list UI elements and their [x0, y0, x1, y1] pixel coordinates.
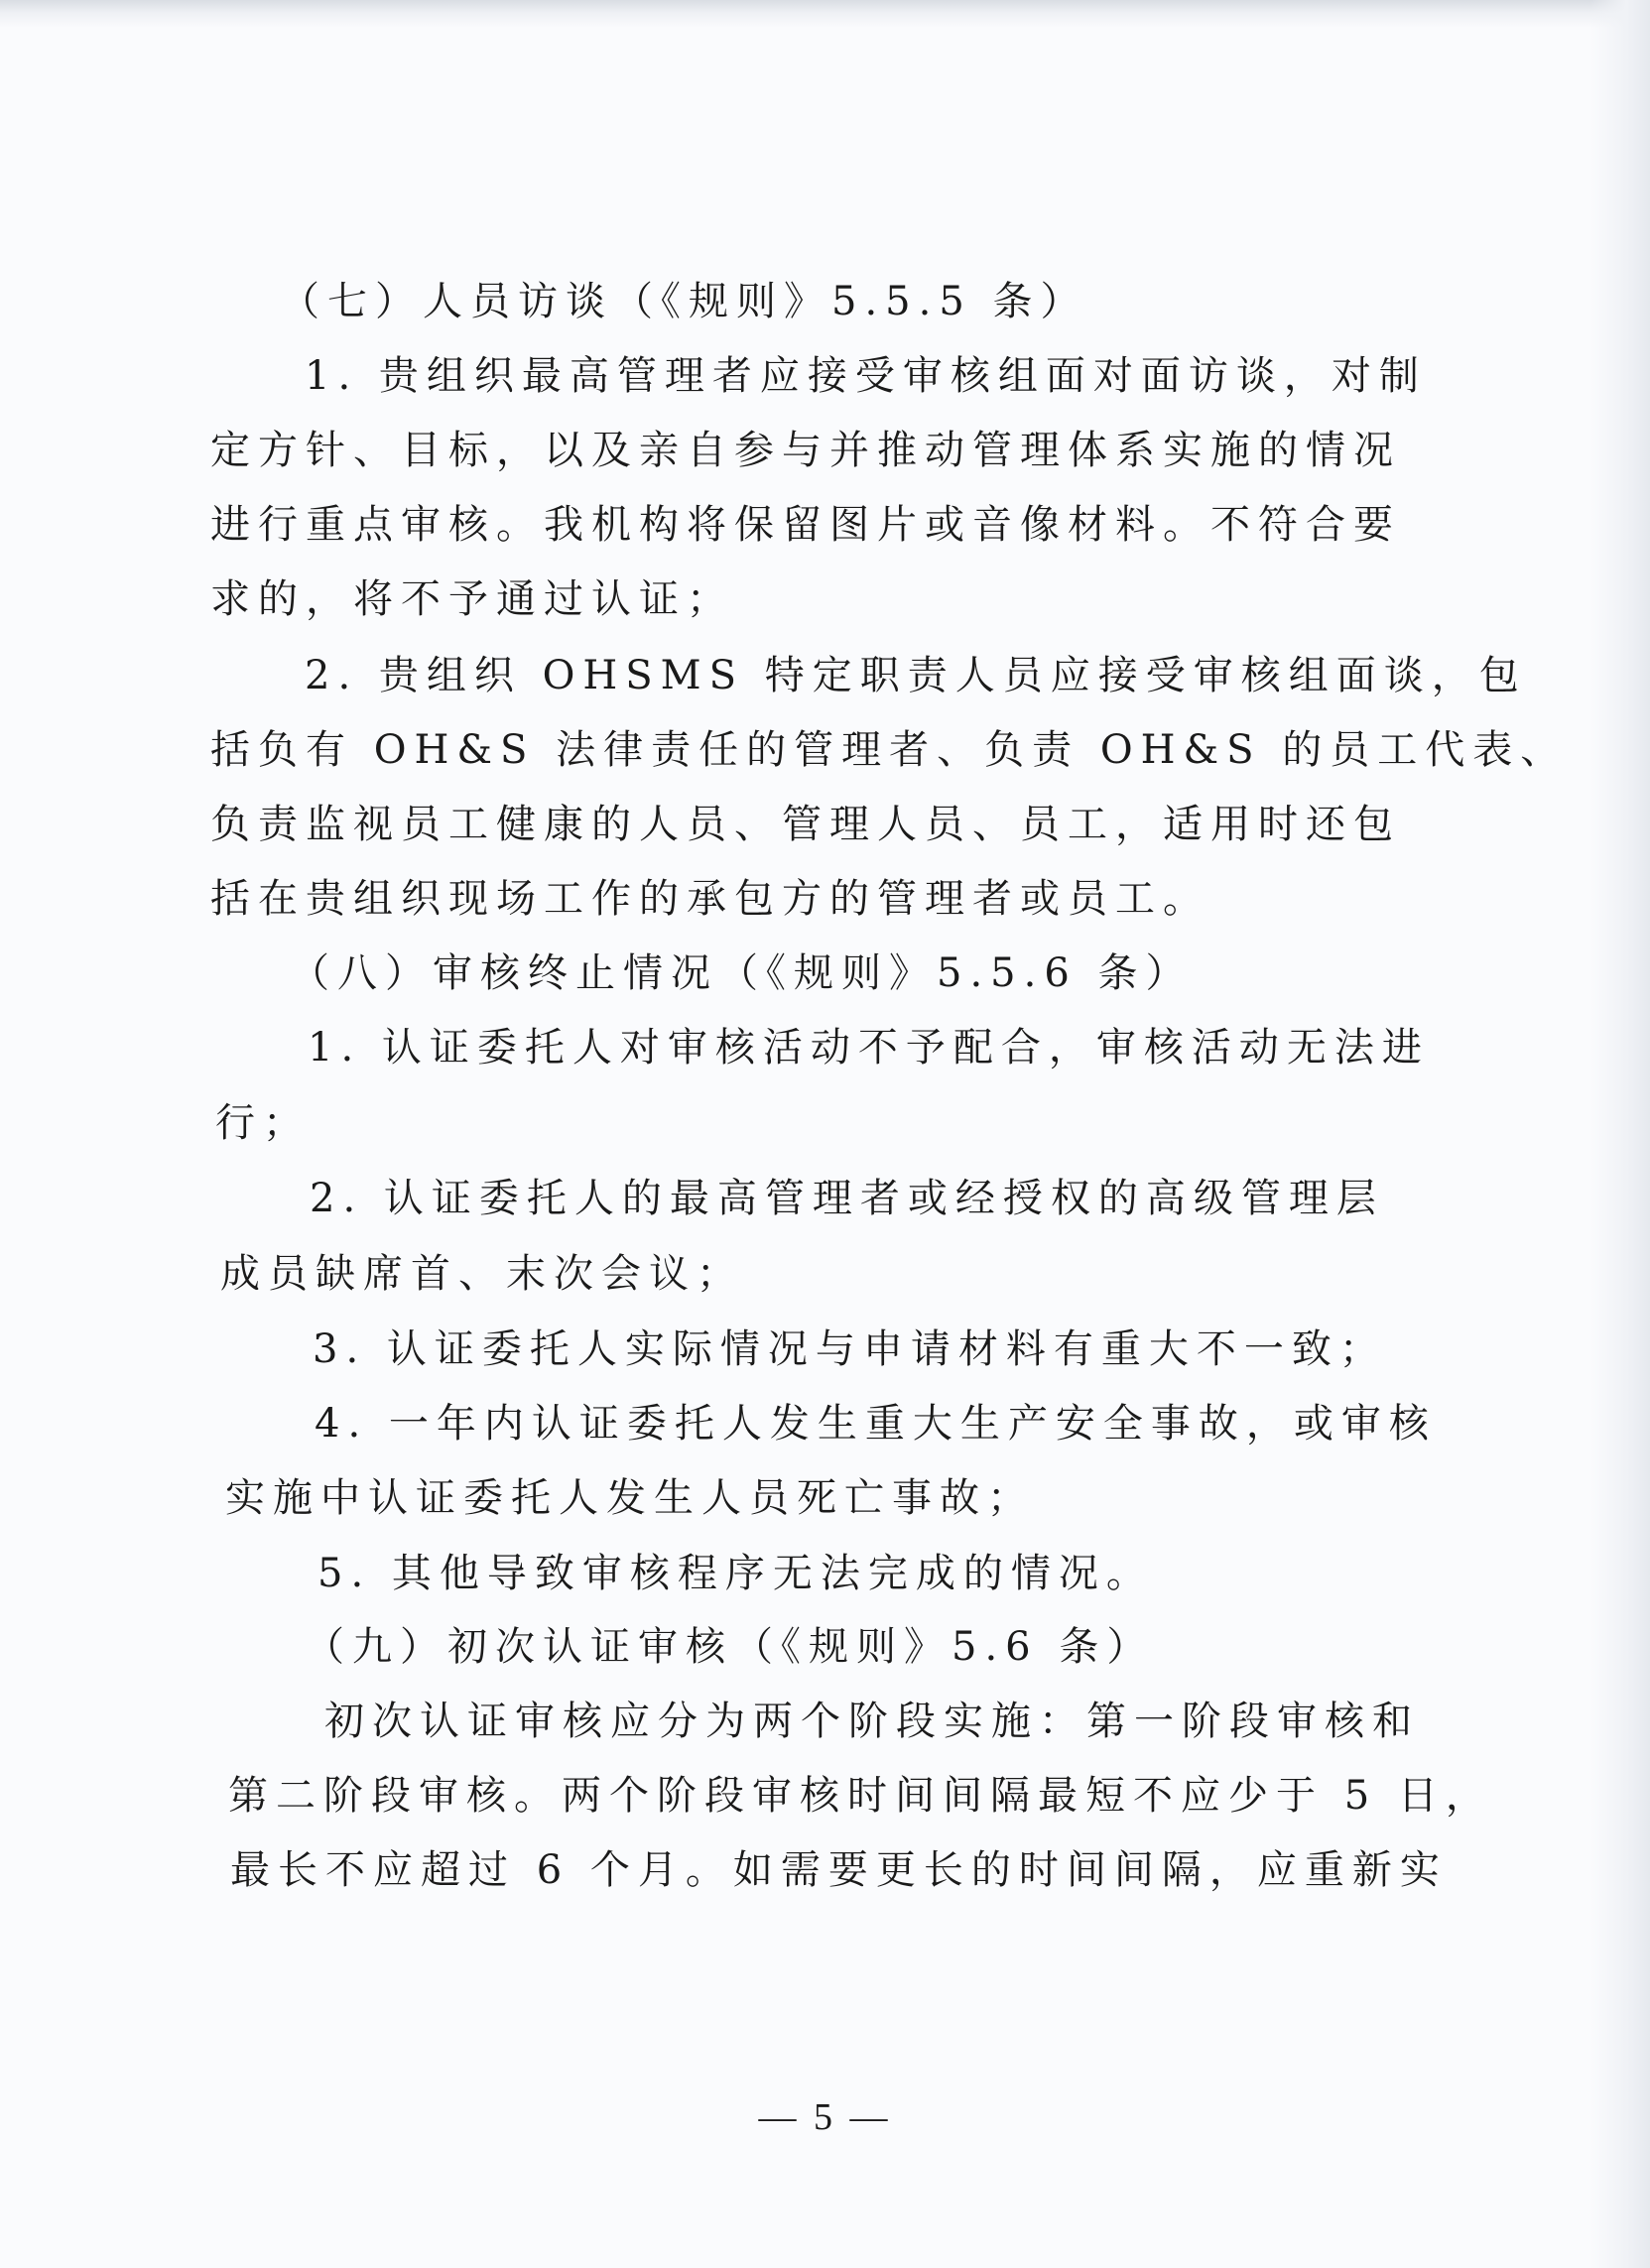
paragraph-line: 3. 认证委托人实际情况与申请材料有重大不一致； — [313, 1326, 1387, 1372]
paragraph-line: 最长不应超过 6 个月。如需要更长的时间间隔，应重新实 — [230, 1847, 1448, 1893]
scan-top-edge — [0, 0, 1650, 28]
paragraph-line: 4. 一年内认证委托人发生重大生产安全事故，或审核 — [315, 1401, 1437, 1447]
paragraph-line: 1. 贵组织最高管理者应接受审核组面对面访谈，对制 — [305, 353, 1427, 399]
paragraph-line: 2. 认证委托人的最高管理者或经授权的高级管理层 — [310, 1176, 1384, 1221]
paragraph-line: 进行重点审核。我机构将保留图片或音像材料。不符合要 — [210, 502, 1401, 548]
paragraph-line: 实施中认证委托人发生人员死亡事故； — [225, 1475, 1035, 1521]
paragraph-line: 1. 认证委托人对审核活动不予配合，审核活动无法进 — [308, 1025, 1430, 1071]
paragraph-line: 求的，将不予通过认证； — [210, 576, 734, 622]
paragraph-line: 括负有 OH&S 法律责任的管理者、负责 OH&S 的员工代表、 — [210, 727, 1569, 773]
paragraph-line: 初次认证审核应分为两个阶段实施：第一阶段审核和 — [324, 1699, 1420, 1744]
paragraph-line: 括在贵组织现场工作的承包方的管理者或员工。 — [210, 876, 1210, 922]
paragraph-line: 负责监视员工健康的人员、管理人员、员工，适用时还包 — [210, 802, 1401, 847]
page-number: — 5 — — [758, 2096, 892, 2138]
section-heading-9: （九）初次认证审核（《规则》5.6 条） — [305, 1624, 1155, 1670]
section-heading-8: （八）审核终止情况（《规则》5.5.6 条） — [290, 950, 1194, 996]
paragraph-line: 5. 其他导致审核程序无法完成的情况。 — [317, 1551, 1154, 1596]
paragraph-line: 行； — [215, 1100, 311, 1146]
paragraph-line: 成员缺席首、末次会议； — [220, 1251, 744, 1297]
paragraph-line: 2. 贵组织 OHSMS 特定职责人员应接受审核组面谈，包 — [305, 653, 1527, 698]
paragraph-line: 定方针、目标，以及亲自参与并推动管理体系实施的情况 — [210, 428, 1401, 473]
section-heading-7: （七）人员访谈（《规则》5.5.5 条） — [280, 279, 1088, 324]
scan-right-edge — [1590, 0, 1650, 2268]
paragraph-line: 第二阶段审核。两个阶段审核时间间隔最短不应少于 5 日， — [228, 1773, 1493, 1819]
